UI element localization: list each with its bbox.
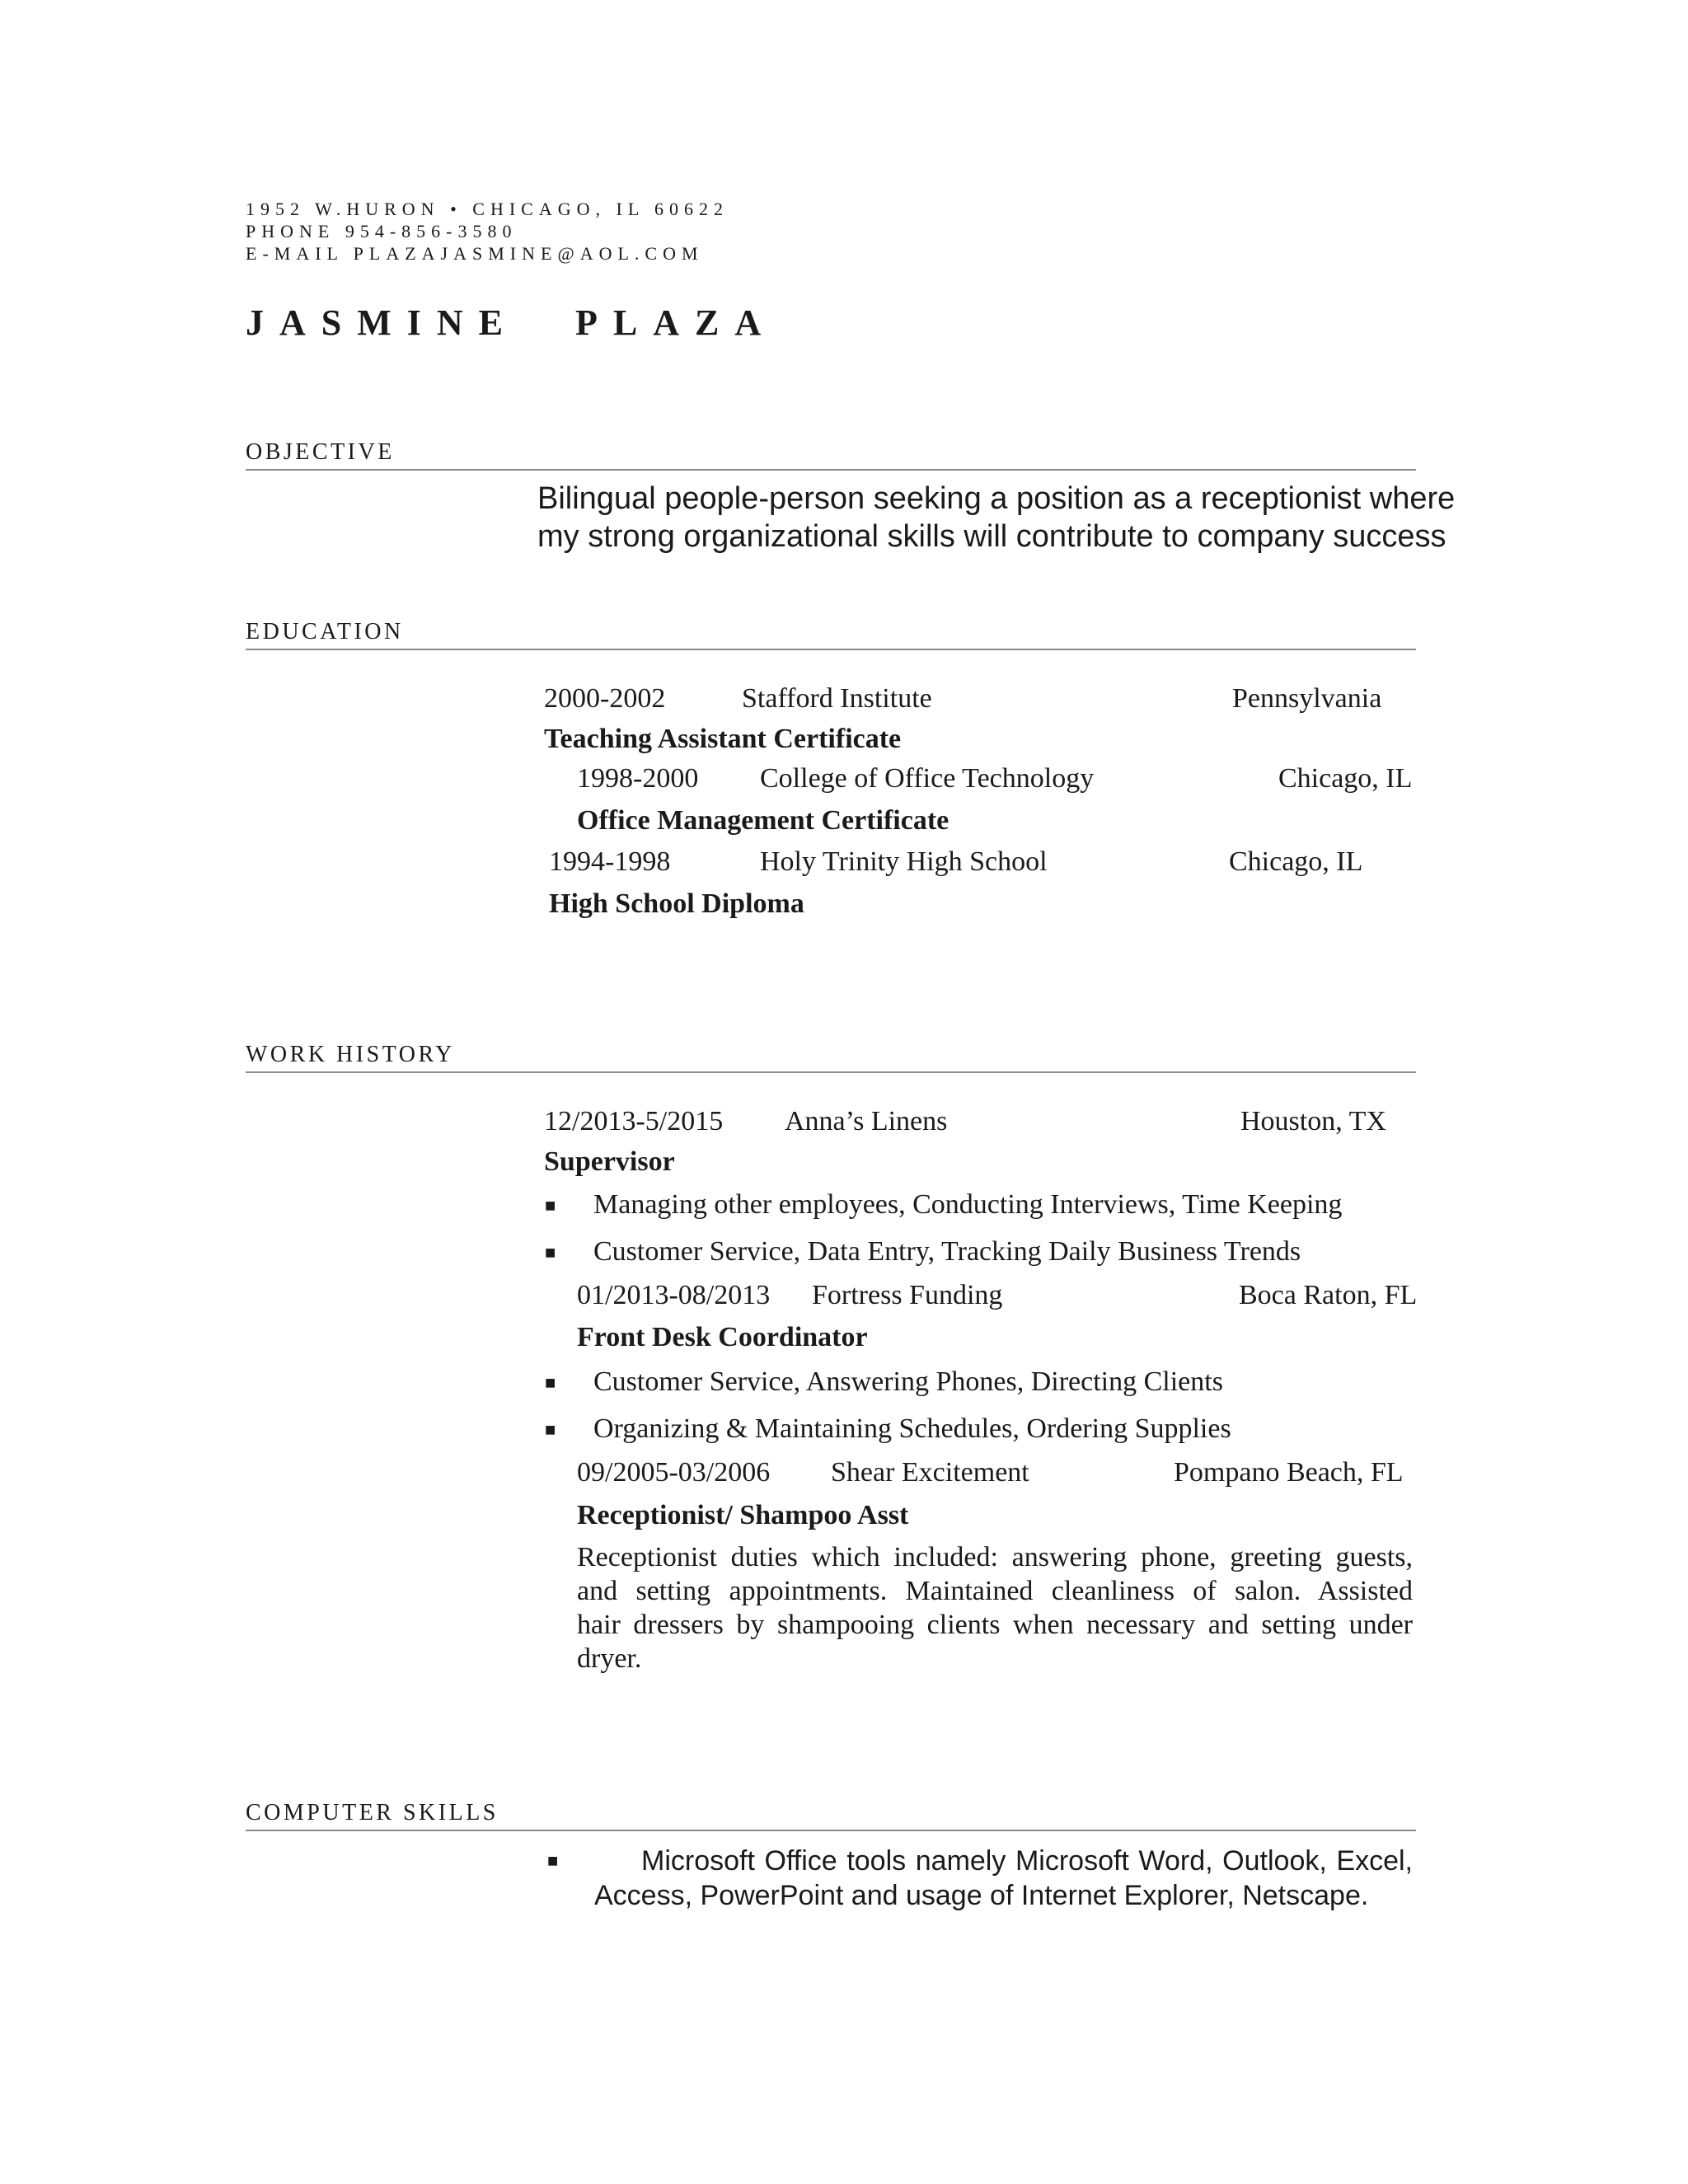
job-3-description-line-4: dryer. [577,1643,642,1674]
edu-3-location: Chicago, IL [1229,846,1363,877]
job-1-location: Houston, TX [1240,1106,1386,1137]
objective-rule [246,469,1416,471]
skills-rule [246,1830,1416,1831]
job-3-description-line-2: and setting appointments. Maintained cleanliness of salon. Assisted [577,1576,1413,1606]
skills-line-1: Microsoft Office tools namely Microsoft Word, Outlook, Excel, [641,1845,1413,1877]
job-1-dates: 12/2013-5/2015 [544,1106,724,1137]
bullet-icon: ■ [545,1195,556,1216]
edu-2-dates: 1998-2000 [577,763,699,794]
contact-address: 1952 W.HURON • CHICAGO, IL 60622 [246,199,729,219]
job-3-location: Pompano Beach, FL [1174,1457,1404,1488]
objective-line-2: my strong organizational skills will contribute to company success [537,519,1447,554]
edu-3-dates: 1994-1998 [549,846,671,877]
name-last: PLAZA [575,302,777,343]
edu-1-credential: Teaching Assistant Certificate [544,724,902,754]
job-2-title: Front Desk Coordinator [577,1322,868,1352]
bullet-icon: ■ [545,1242,556,1263]
job-2-location: Boca Raton, FL [1239,1280,1418,1310]
bullet-icon: ■ [545,1419,556,1440]
job-2-bullet-1: Customer Service, Answering Phones, Directing Clients [593,1366,1223,1397]
job-3-description-line-1: Receptionist duties which included: answering phone, greeting guests, [577,1542,1413,1572]
edu-2-credential: Office Management Certificate [577,805,950,836]
job-1-title: Supervisor [544,1146,675,1177]
job-3-dates: 09/2005-03/2006 [577,1457,771,1488]
skills-line-2: Access, PowerPoint and usage of Internet Explorer, Netscape. [594,1880,1369,1911]
contact-phone: PHONE 954-856-3580 [246,221,518,241]
job-1-bullet-1: Managing other employees, Conducting Interviews, Time Keeping [593,1189,1343,1220]
objective-heading: OBJECTIVE [246,439,395,465]
job-1-bullet-2: Customer Service, Data Entry, Tracking Daily Business Trends [593,1236,1301,1267]
edu-2-location: Chicago, IL [1278,763,1413,794]
job-3-description-line-3: hair dressers by shampooing clients when necessary and setting under [577,1610,1413,1640]
edu-3-school: Holy Trinity High School [760,846,1048,877]
bullet-icon: ■ [547,1850,559,1871]
bullet-icon: ■ [545,1372,556,1393]
job-3-title: Receptionist/ Shampoo Asst [577,1500,909,1530]
edu-3-credential: High School Diploma [549,888,804,919]
work-heading: WORK HISTORY [246,1042,455,1067]
work-rule [246,1071,1416,1073]
edu-1-location: Pennsylvania [1232,683,1382,714]
education-rule [246,649,1416,650]
edu-1-school: Stafford Institute [742,683,932,714]
name-first: JASMINE [246,302,519,343]
skills-heading: COMPUTER SKILLS [246,1800,499,1825]
job-2-bullet-2: Organizing & Maintaining Schedules, Ordering Supplies [593,1413,1231,1444]
job-3-employer: Shear Excitement [831,1457,1029,1488]
edu-2-school: College of Office Technology [760,763,1095,794]
education-heading: EDUCATION [246,619,404,644]
job-1-employer: Anna’s Linens [785,1106,948,1137]
contact-email: E-MAIL PLAZAJASMINE@AOL.COM [246,243,704,264]
job-2-dates: 01/2013-08/2013 [577,1280,771,1310]
objective-line-1: Bilingual people-person seeking a position as a receptionist where [537,481,1456,516]
edu-1-dates: 2000-2002 [544,683,666,714]
job-2-employer: Fortress Funding [812,1280,1003,1310]
